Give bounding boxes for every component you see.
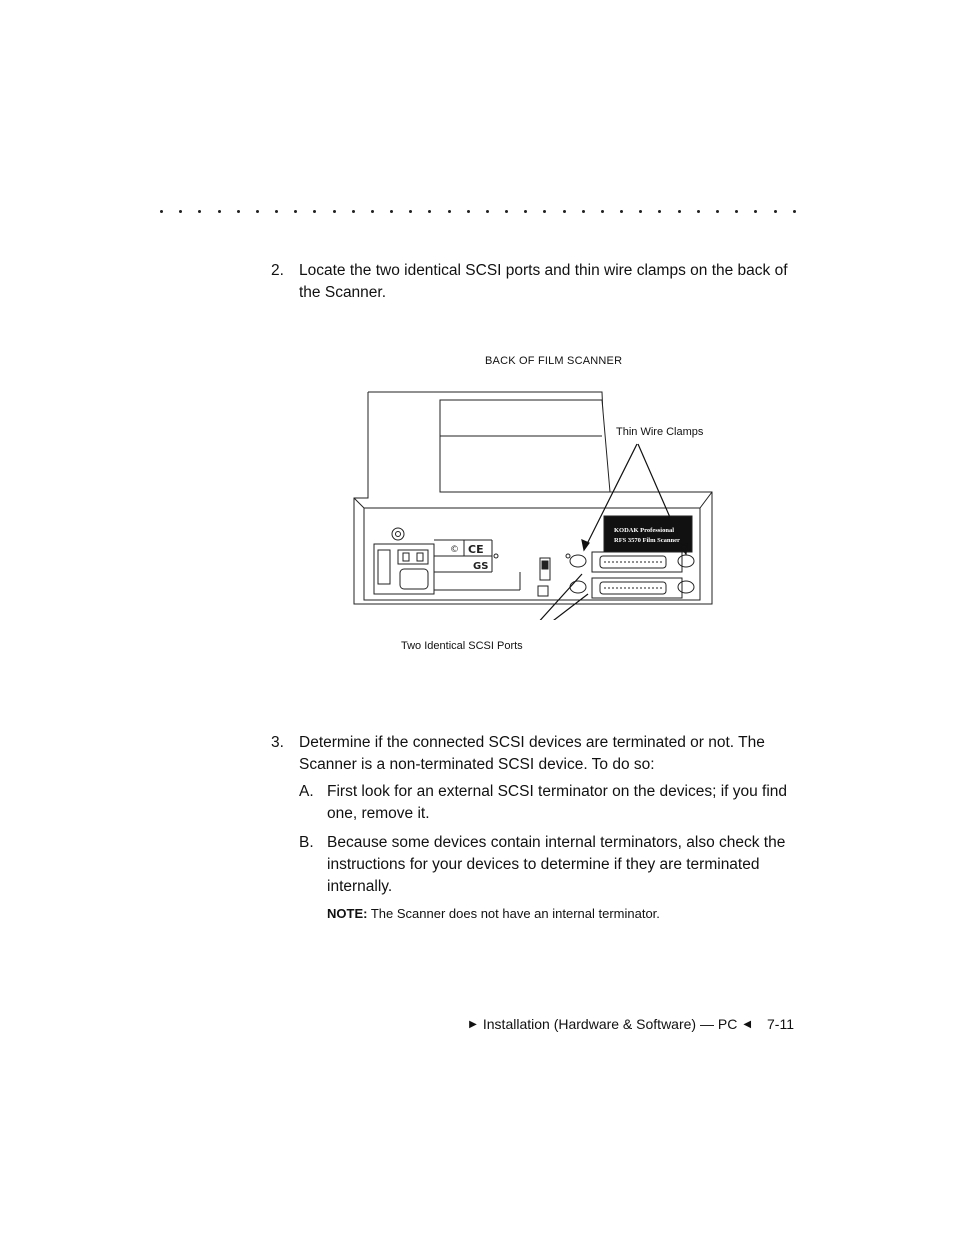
substep-letter: A. (299, 783, 314, 800)
step-2 (271, 260, 801, 304)
callout-scsi-ports: Two Identical SCSI Ports (401, 640, 523, 652)
step-text: Locate the two identical SCSI ports and thin wire clamps on the back of the Scanner. (299, 262, 788, 301)
substep-letter: B. (299, 834, 314, 851)
note-text: The Scanner does not have an internal terminator. (370, 906, 660, 921)
step-text: Determine if the connected SCSI devices are terminated or not. The Scanner is a non-terminated SCSI device. To do so: (299, 734, 765, 773)
label-plate-line-1: KODAK Professional (614, 527, 675, 534)
triangle-right-icon: ▶ (469, 1018, 477, 1030)
step-3 (271, 732, 801, 776)
note-label: NOTE: (327, 906, 368, 921)
step-number: 2. (271, 262, 284, 279)
substep-b (299, 832, 804, 898)
note (327, 904, 660, 924)
page-number: 7-11 (767, 1016, 794, 1032)
footer-section: Installation (Hardware & Software) — PC (482, 1016, 738, 1032)
substep-text: First look for an external SCSI terminator on the devices; if you find one, remove it. (327, 783, 788, 822)
step-number: 3. (271, 734, 284, 751)
callout-thin-wire-clamps: Thin Wire Clamps (616, 426, 704, 438)
label-plate-line-2: RFS 3570 Film Scanner (614, 537, 680, 544)
scanner-back-illustration (340, 380, 740, 620)
figure-title: BACK OF FILM SCANNER (485, 355, 623, 367)
svg-text:GS: GS (473, 561, 489, 572)
dotted-rule (160, 201, 796, 221)
triangle-left-icon: ◀ (743, 1018, 752, 1030)
svg-text:©: © (450, 545, 459, 555)
substep-a (299, 781, 804, 825)
svg-text:CE: CE (468, 543, 484, 556)
page-footer (469, 1016, 794, 1032)
substep-text: Because some devices contain internal terminators, also check the instructions for your devices to determine if they are terminated internally. (327, 834, 786, 895)
